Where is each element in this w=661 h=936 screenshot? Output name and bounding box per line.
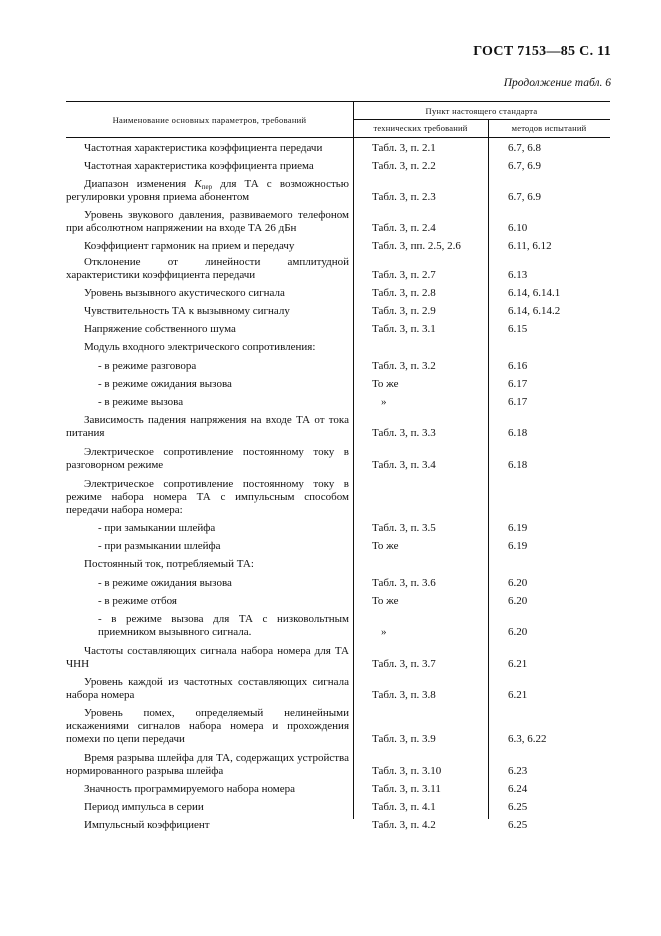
parameters-table — [66, 101, 610, 831]
table-body: Частотная характеристика коэффициента передачи Табл. 3, п. 2.1 6.7, 6.8 Частотная характеристика коэффициента приема Табл. 3, п. 2.2 6.7, 6.9 Диапазон изменения $K_{пер}$ для ТА с возможностью регулировки уровня приема абонентом Табл. 3, п. 2.3 6.7, 6.9 Уровень звукового давления, развиваемого телефоном при абсолютном напряжении на входе ТА 26 дБн Табл. 3, п. 2.4 6.10 Коэффициент гармоник на прием и передачу Табл. 3, пп. 2.5, 2.6 6.11, 6.12 Отклонение от линейности амплитудной характеристики коэффициента передачи Табл. 3, п. 2.7 6.13 Уровень вызывного акустического сигнала Табл. 3, п. 2.8 6.14, 6.14.1 Чувствительность ТА к вызывному сигналу Табл. 3, п. 2.9 6.14, 6.14.2 Напряжение собственного шума Табл. 3, п. 3.1 6.15 Модуль входного электрического сопротивления: - в режиме разговора Табл. 3, п. 3.2 6.16 - в режиме ожидания вызова То же 6.17 - в режиме вызова » 6.17 Зависимость падения напряжения на входе ТА от тока питания Табл. 3, п. 3.3 6.18 Электрическое сопротивление постоянному току в разговорном режиме Табл. 3, п. 3.4 6.18 Электрическое сопротивление постоянному току в режиме набора номера ТА с импульсным способом передачи набора номера: - при замыкании шлейфа Табл. 3, п. 3.5 6.19 - при размыкании шлейфа То же 6.19 Постоянный ток, потребляемый ТА: - в режиме ожидания вызова Табл. 3, п. 3.6 6.20 - в режиме отбоя То же 6.20 - в режиме вызова для ТА с низковольтным приемником вызывного сигнала. » 6.20 Частоты составляющих сигнала набора номера для ТА ЧНН Табл. 3, п. 3.7 6.21 Уровень каждой из частотных составляющих сигнала набора номера Табл. 3, п. 3.8 6.21 Уровень помех, определяемый нелинейными искажениями сигналов набора номера и прохождения помехи по цепи передачи Табл. 3, п. 3.9 6.3, 6.22 Время разрыва шлейфа для ТА, содержащих устройства нормированного разрыва шлейфа Табл. 3, п. 3.10 6.23 Значность программируемого набора номера Табл. 3, п. 3.11 6.24 Период импульса в серии Табл. 3, п. 4.1 6.25 Импульсный коэффициент Табл. 3, п. 4.2 6.25 — [66, 138, 610, 819]
column-header-name: Наименование основных параметров, требований — [112, 114, 307, 125]
page-title: ГОСТ 7153—85 С. 11 — [473, 44, 611, 59]
column-header-group: Пункт настоящего стандарта — [353, 102, 610, 120]
table-header — [66, 101, 610, 138]
column-header-test: методов испытаний — [511, 123, 587, 133]
column-header-tech: технических требований — [373, 123, 468, 133]
table-continuation-label: Продолжение табл. 6 — [503, 77, 611, 89]
